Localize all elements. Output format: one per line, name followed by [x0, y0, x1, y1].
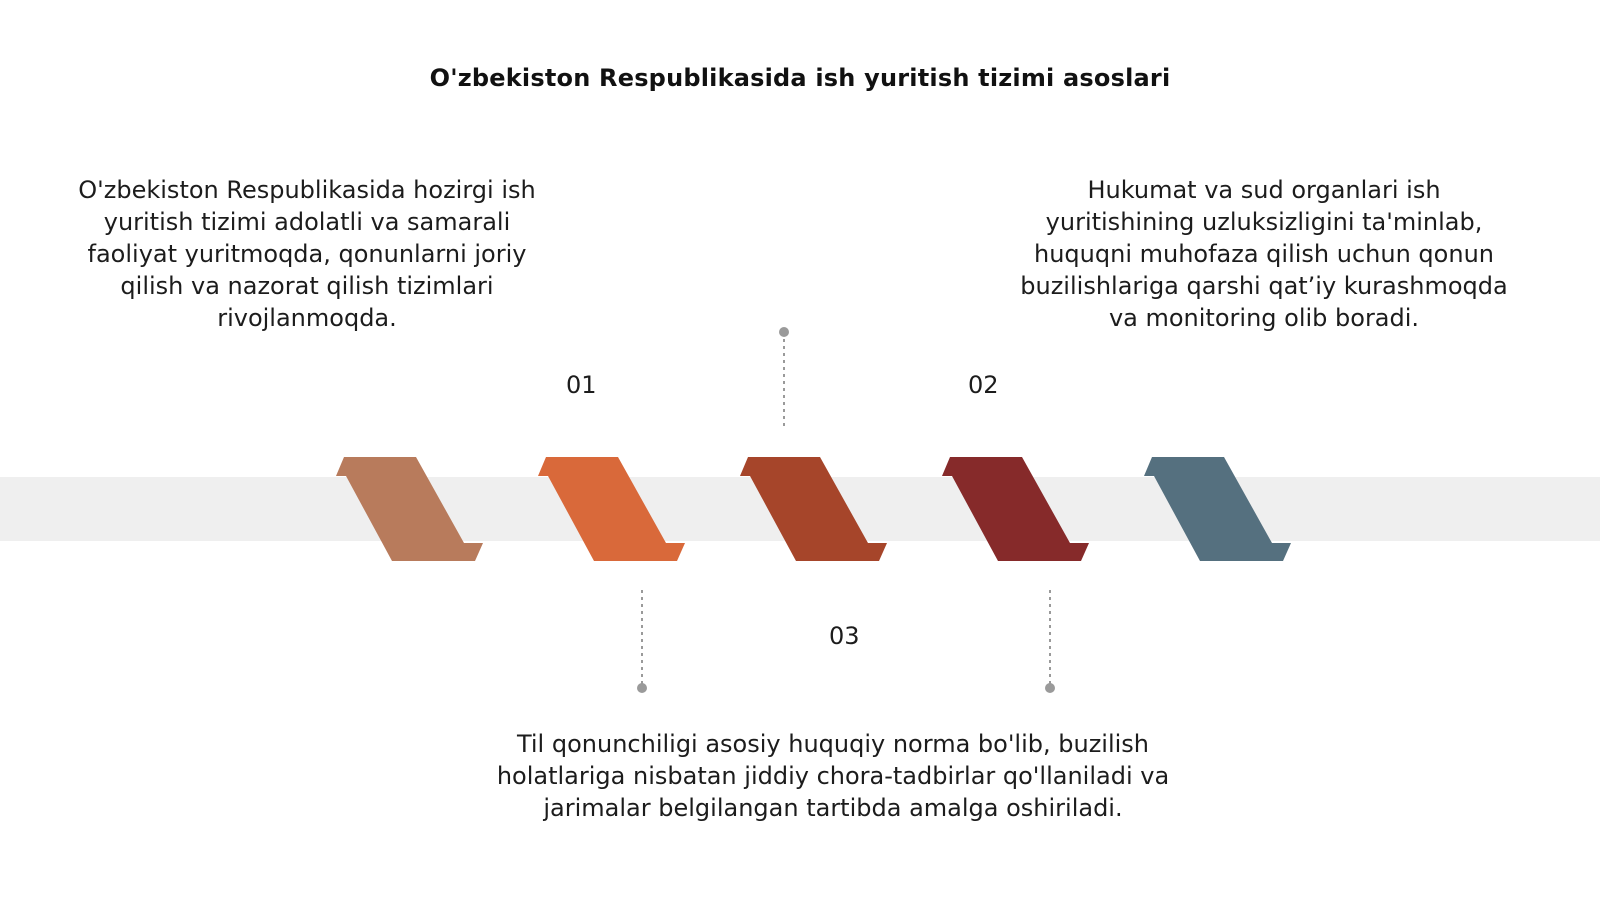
step-01-text: O'zbekiston Respublikasida hozirgi ish yuritish tizimi adolatli va samarali faoliyat yuritmoqda, qonunlarni joriy qilish va nazorat qilish tizimlari rivojlanmoqda.	[78, 176, 536, 332]
page-title: O'zbekiston Respublikasida ish yuritish tizimi asoslari	[429, 64, 1171, 92]
connector-bottom-left	[637, 590, 647, 693]
step-01-number: 01	[566, 371, 597, 399]
step-02-number: 02	[968, 371, 999, 399]
connector-top	[779, 327, 789, 430]
step-03-text: Til qonunchiligi asosiy huquqiy norma bo'lib, buzilish holatlariga nisbatan jiddiy chora-tadbirlar qo'llaniladi va jarimalar belgilangan tartibda amalga oshiriladi.	[496, 730, 1170, 822]
step-03-number: 03	[829, 622, 860, 650]
connector-bottom-right	[1045, 590, 1055, 693]
step-02-text: Hukumat va sud organlari ish yuritishining uzluksizligini ta'minlab, huquqni muhofaza qilish uchun qonun buzilishlariga qarshi qat’iy kurashmoqda va monitoring olib boradi.	[1020, 176, 1508, 332]
